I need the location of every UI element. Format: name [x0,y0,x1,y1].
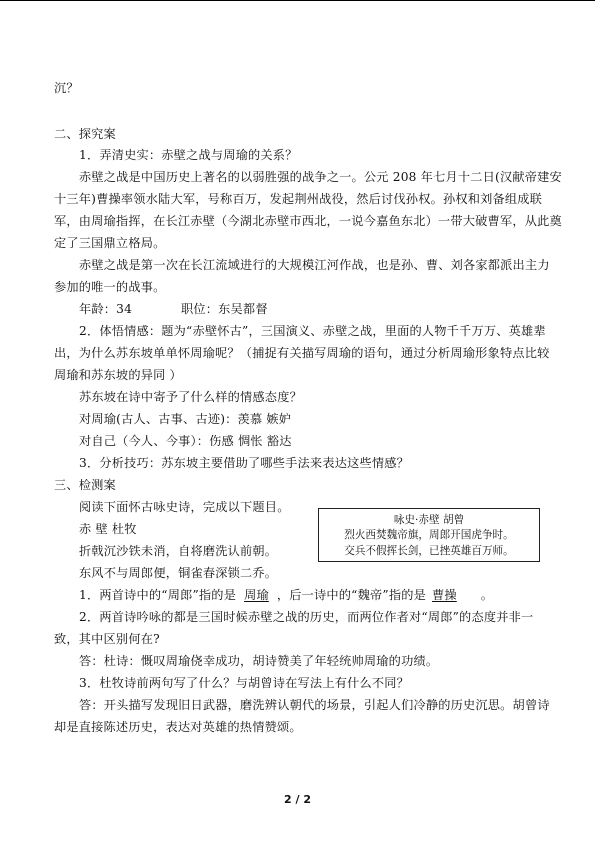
question-heading: 1．弄清史实：赤壁之战与周瑜的关系？ [79,148,298,162]
paragraph-line: 军，由周瑜指挥，在长江赤壁（今湖北赤壁市西北，一说今嘉鱼东北）一带大破曹军，从此奠 [54,214,562,228]
text-line: 沉？ [54,81,79,95]
poem-box-title: 咏史·赤壁 胡曾 [393,514,465,526]
age-info: 年龄：34 [79,302,133,316]
question-line: 2．两首诗吟咏的都是三国时候赤壁之战的历史，而两位作者对“周郎”的态度并非一 [79,610,534,624]
poem-line: 折戟沉沙铁未消，自将磨洗认前朝。 [79,544,278,558]
position-info: 职位：东吴都督 [181,302,268,316]
question-text: 。 [480,588,494,602]
paragraph-line: 赤壁之战是第一次在长江流域进行的大规模江河作战，也是孙、曹、刘各家都派出主力 [79,258,550,272]
paragraph-line: 十三年)曹操率领水陆大军，号称百万，发起荆州战役，然后讨伐孙权。孙权和刘备组成联 [54,192,543,206]
answer-line: 对周瑜(古人、古事、古迹)：羡慕 嫉妒 [79,412,292,426]
top-border-line [0,0,595,1]
question-heading: 2．体悟情感：题为“赤壁怀古”，三国演义、赤壁之战，里面的人物千千万万、英雄辈 [79,324,546,338]
page-number: 2 / 2 [284,793,311,806]
question-text: 1．两首诗中的“周郎”指的是 [79,588,237,602]
answer-line: 答：杜诗：慨叹周瑜侥幸成功，胡诗赞美了年轻统帅周瑜的功绩。 [79,654,439,668]
poem-title: 赤 壁 杜牧 [79,522,137,536]
section-heading: 三、检测案 [54,478,116,492]
poem-box-line: 交兵不假挥长剑，已挫英雄百万师。 [344,545,514,557]
paragraph-line: 赤壁之战是中国历史上著名的以弱胜强的战争之一。公元 208 年七月十二日(汉献帝建安 [79,170,562,184]
poem-box [318,508,540,562]
paragraph-line: 出，为什么苏东坡单单怀周瑜呢？（捕捉有关描写周瑜的语句，通过分析周瑜形象特点比较 [54,346,550,360]
answer-line: 答：开头描写发现旧日武器，磨洗辨认朝代的场景，引起人们冷静的历史沉思。胡曾诗 [79,698,550,712]
paragraph-line: 定了三国鼎立格局。 [54,236,166,250]
question-line: 3．杜牧诗前两句写了什么？与胡曾诗在写法上有什么不同？ [79,676,410,690]
question-line: 致，其中区别何在? [54,632,160,646]
question-heading: 3．分析技巧：苏东坡主要借助了哪些手法来表达这些情感？ [79,456,410,470]
instruction-line: 阅读下面怀古咏史诗，完成以下题目。 [79,500,290,514]
section-heading: 二、探究案 [54,127,116,141]
poem-line: 东风不与周郎便，铜雀春深锁二乔。 [79,566,278,580]
paragraph-line: 参加的唯一的战事。 [54,280,166,294]
answer-line: 对自己（今人、今事）：伤感 惆怅 豁达 [79,434,292,448]
answer-blank: 周瑜 [244,588,269,602]
paragraph-line: 苏东坡在诗中寄予了什么样的情感态度？ [79,390,302,404]
paragraph-line: 周瑜和苏东坡的异同 ） [54,368,182,382]
answer-blank: 曹操 [431,588,457,602]
question-text: ，后一诗中的“魏帝”指的是 [276,588,426,602]
answer-line: 却是直接陈述历史，表达对英雄的热情赞颂。 [54,720,302,734]
poem-box-line: 烈火西焚魏帝旗，周郎开国虎争时。 [344,529,514,541]
question-line [79,587,493,603]
